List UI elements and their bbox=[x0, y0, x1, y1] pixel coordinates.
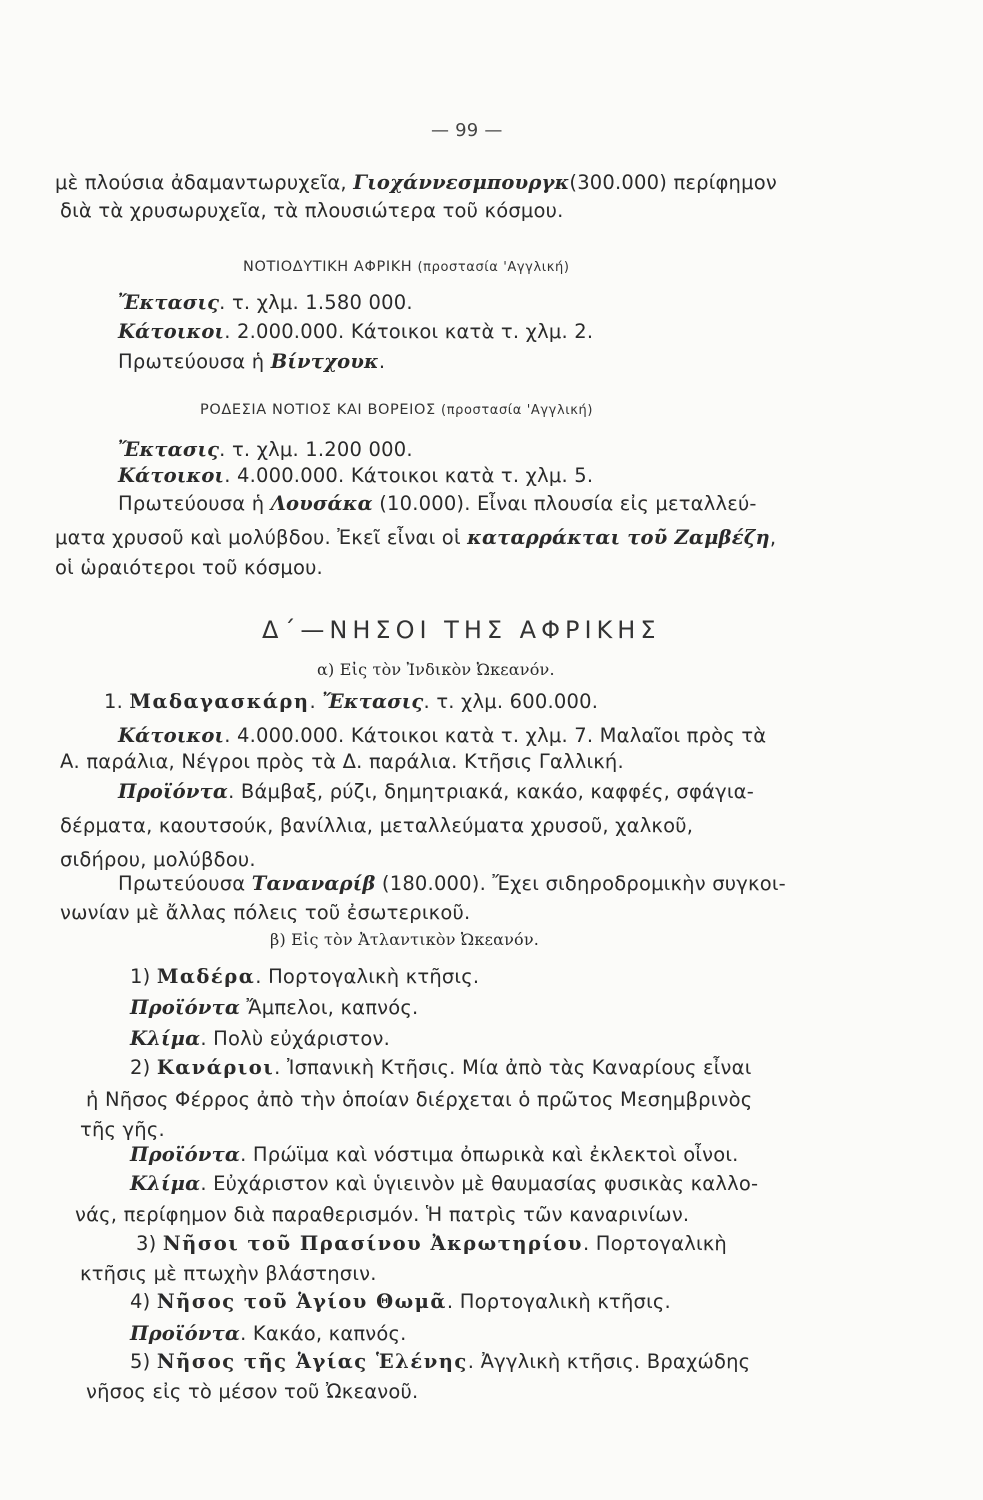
text-line: Προϊόντα. Βάμβαξ, ρύζι, δημητριακά, κακάο, καφφές, σφάγια- bbox=[118, 780, 754, 803]
text-line: ματα χρυσοῦ καὶ μολύβδου. Ἐκεῖ εἶναι οἱ καταρράκται τοῦ Ζαμβέζη, bbox=[55, 526, 777, 549]
text-line: σιδήρου, μολύβδου. bbox=[60, 848, 256, 871]
text-line: 1) Μαδέρα. Πορτογαλικὴ κτῆσις. bbox=[130, 965, 480, 988]
subsection-title: β) Εἰς τὸν Ἀτλαντικὸν Ὠκεανόν. bbox=[270, 930, 540, 949]
region-heading: ΝΟΤΙΟΔΥΤΙΚΗ ΑΦΡΙΚΗ (προστασία 'Αγγλική) bbox=[243, 259, 570, 275]
text-line: 1. Μαδαγασκάρη. Ἔκτασις. τ. χλμ. 600.000. bbox=[104, 690, 599, 713]
text-line: Κλίμα. Πολὺ εὐχάριστον. bbox=[130, 1027, 390, 1050]
text-line: Κάτοικοι. 4.000.000. Κάτοικοι κατὰ τ. χλμ. 5. bbox=[118, 464, 594, 487]
subsection-title: α) Εἰς τὸν Ἰνδικὸν Ὠκεανόν. bbox=[317, 660, 555, 679]
text-line: διὰ τὰ χρυσωρυχεῖα, τὰ πλουσιώτερα τοῦ κόσμου. bbox=[60, 199, 564, 222]
text-line: νωνίαν μὲ ἄλλας πόλεις τοῦ ἐσωτερικοῦ. bbox=[60, 901, 471, 924]
text-line: 5) Νῆσος τῆς Ἁγίας Ἑλένης. Ἀγγλικὴ κτῆσις. Βραχώδης bbox=[130, 1350, 751, 1373]
text-line: Προϊόντα. Πρώϊμα καὶ νόστιμα ὀπωρικὰ καὶ ἐκλεκτοὶ οἶνοι. bbox=[130, 1143, 739, 1166]
text-line: ἡ Νῆσος Φέρρος ἀπὸ τὴν ὁποίαν διέρχεται ὁ πρῶτος Μεσημβρινὸς bbox=[86, 1088, 753, 1111]
text-line: Κάτοικοι. 2.000.000. Κάτοικοι κατὰ τ. χλμ. 2. bbox=[118, 320, 594, 343]
text-line: νῆσος εἰς τὸ μέσον τοῦ Ὠκεανοῦ. bbox=[86, 1380, 419, 1403]
text-line: δέρματα, καουτσούκ, βανίλλια, μεταλλεύματα χρυσοῦ, χαλκοῦ, bbox=[60, 814, 694, 837]
text-line: Α. παράλια, Νέγροι πρὸς τὰ Δ. παράλια. Κτῆσις Γαλλική. bbox=[60, 750, 624, 773]
text-line: 2) Κανάριοι. Ἰσπανικὴ Κτῆσις. Μία ἀπὸ τὰς Καναρίους εἶναι bbox=[130, 1056, 752, 1079]
text-line: μὲ πλούσια ἀδαμαντωρυχεῖα, Γιοχάννεσμπουργκ(300.000) περίφημον bbox=[55, 171, 777, 194]
page-number: — 99 — bbox=[431, 120, 503, 141]
text-line: 3) Νῆσοι τοῦ Πρασίνου Ἀκρωτηρίου. Πορτογαλικὴ bbox=[136, 1232, 727, 1255]
text-line: νάς, περίφημον διὰ παραθερισμόν. Ἡ πατρὶς τῶν καναρινίων. bbox=[75, 1203, 690, 1226]
text-line: Ἔκτασις. τ. χλμ. 1.580 000. bbox=[118, 291, 413, 314]
text-line: οἱ ὡραιότεροι τοῦ κόσμου. bbox=[55, 556, 323, 579]
region-heading: ΡΟΔΕΣΙΑ ΝΟΤΙΟΣ ΚΑΙ ΒΟΡΕΙΟΣ (προστασία 'Αγγλική) bbox=[200, 402, 594, 418]
text-line: Πρωτεύουσα ἡ Λουσάκα (10.000). Εἶναι πλουσία εἰς μεταλλεύ- bbox=[118, 492, 757, 515]
text-line: Προϊόντα. Κακάο, καπνός. bbox=[130, 1322, 407, 1345]
text-line: Πρωτεύουσα Ταναναρίβ (180.000). Ἔχει σιδηροδρομικὴν συγκοι- bbox=[118, 872, 786, 895]
text-line: Πρωτεύουσα ἡ Βίντχουκ. bbox=[118, 350, 386, 373]
section-title: Δ΄—ΝΗΣΟΙ ΤΗΣ ΑΦΡΙΚΗΣ bbox=[262, 616, 661, 644]
text-line: Κάτοικοι. 4.000.000. Κάτοικοι κατὰ τ. χλμ. 7. Μαλαῖοι πρὸς τὰ bbox=[118, 724, 767, 747]
text-line: τῆς γῆς. bbox=[80, 1118, 165, 1141]
text-line: Κλίμα. Εὐχάριστον καὶ ὑγιεινὸν μὲ θαυμασίας φυσικὰς καλλο- bbox=[130, 1172, 759, 1195]
text-line: κτῆσις μὲ πτωχὴν βλάστησιν. bbox=[80, 1262, 377, 1285]
text-line: Ἔκτασις. τ. χλμ. 1.200 000. bbox=[118, 438, 413, 461]
text-line: 4) Νῆσος τοῦ Ἁγίου Θωμᾶ. Πορτογαλικὴ κτῆσις. bbox=[130, 1290, 671, 1313]
text-line: Προϊόντα Ἄμπελοι, καπνός. bbox=[130, 996, 419, 1019]
